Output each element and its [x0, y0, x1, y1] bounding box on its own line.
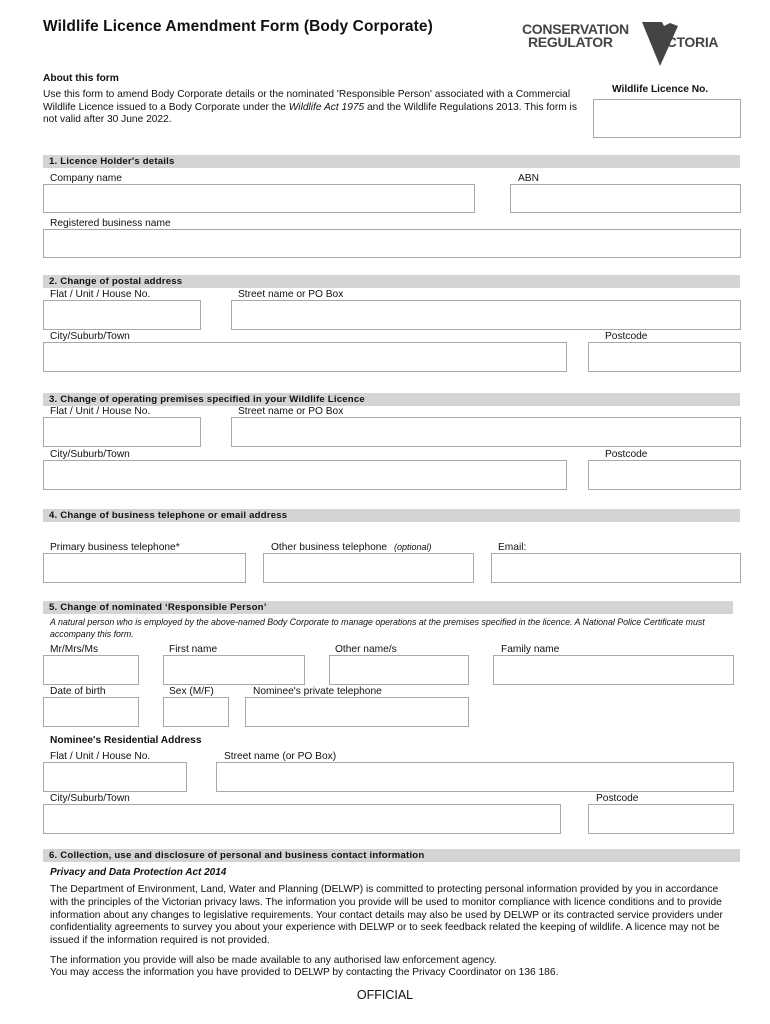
postal-postcode-label: Postcode	[605, 331, 648, 342]
registered-business-name-label: Registered business name	[50, 218, 171, 229]
residential-street-label: Street name (or PO Box)	[224, 751, 337, 762]
postal-city-input[interactable]	[43, 342, 567, 372]
family-name-label: Family name	[501, 644, 560, 655]
about-text	[43, 89, 588, 127]
postal-postcode-input[interactable]	[588, 342, 741, 372]
section-1-header: 1. Licence Holder's details	[43, 155, 740, 168]
abn-input[interactable]	[510, 184, 741, 213]
private-phone-label: Nominee's private telephone	[253, 686, 382, 697]
postal-street-input[interactable]	[231, 300, 741, 330]
section-2-header: 2. Change of postal address	[43, 275, 740, 288]
form-title: Wildlife Licence Amendment Form (Body Corporate)	[43, 18, 433, 35]
about-text-2: and the Wildlife Regulations 2013. This form is not valid after 30 June 2022.	[43, 101, 577, 125]
section-3-header: 3. Change of operating premises specified in your Wildlife Licence	[43, 393, 740, 406]
about-heading: About this form	[43, 73, 119, 84]
privacy-paragraph-3: You may access the information you have provided to DELWP by contacting the Privacy Coordinator on 136 186.	[50, 967, 559, 978]
other-phone-label	[271, 542, 431, 553]
privacy-paragraph-1: The Department of Environment, Land, Water and Planning (DELWP) is committed to protecting personal information provided by you in accordance with the principles of the Victorian privacy laws. The information you provide will be used to monitor compliance with licence conditions and to provide information about any changes to legislative requirements. Your contact details may also be used by DELWP or its contracted service providers under confidentiality agreements to survey you about your experience with DELWP or to seek feedback related the keeping of wildlife. A licence may not be issued if the information required is not provided.	[50, 884, 723, 947]
responsible-person-note: A natural person who is employed by the above-named Body Corporate to manage operations at the premises specified in the licence. A National Police Certificate must accompany this form.	[50, 617, 705, 639]
premises-flat-input[interactable]	[43, 417, 201, 447]
email-label: Email:	[498, 542, 527, 553]
section-4-header: 4. Change of business telephone or email address	[43, 509, 740, 522]
premises-postcode-label: Postcode	[605, 449, 648, 460]
section-5-header: 5. Change of nominated ‘Responsible Person’	[43, 601, 733, 614]
family-name-input[interactable]	[493, 655, 734, 685]
residential-flat-label: Flat / Unit / House No.	[50, 751, 151, 762]
privacy-paragraph-2: The information you provide will also be made available to any authorised law enforcement agency.	[50, 955, 497, 966]
other-names-input[interactable]	[329, 655, 469, 685]
company-name-label: Company name	[50, 173, 122, 184]
residential-flat-input[interactable]	[43, 762, 187, 792]
logo-line-1: CONSERVATION	[522, 21, 629, 37]
licence-no-label: Wildlife Licence No.	[612, 84, 709, 95]
postal-flat-label: Flat / Unit / House No.	[50, 289, 151, 300]
residential-street-input[interactable]	[216, 762, 734, 792]
sex-label: Sex (M/F)	[169, 686, 214, 697]
first-name-label: First name	[169, 644, 218, 655]
abn-label: ABN	[518, 173, 539, 184]
residential-postcode-input[interactable]	[588, 804, 734, 834]
premises-street-label: Street name or PO Box	[238, 406, 344, 417]
section-6-header: 6. Collection, use and disclosure of personal and business contact information	[43, 849, 740, 862]
title-input[interactable]	[43, 655, 139, 685]
residential-city-label: City/Suburb/Town	[50, 793, 130, 804]
premises-postcode-input[interactable]	[588, 460, 741, 490]
licence-no-input[interactable]	[593, 99, 741, 138]
postal-street-label: Street name or PO Box	[238, 289, 344, 300]
premises-street-input[interactable]	[231, 417, 741, 447]
residential-city-input[interactable]	[43, 804, 561, 834]
premises-city-label: City/Suburb/Town	[50, 449, 130, 460]
primary-phone-label: Primary business telephone*	[50, 542, 180, 553]
registered-business-name-input[interactable]	[43, 229, 741, 258]
official-classification: OFFICIAL	[356, 988, 414, 1002]
postal-flat-input[interactable]	[43, 300, 201, 330]
primary-phone-input[interactable]	[43, 553, 246, 583]
dob-input[interactable]	[43, 697, 139, 727]
first-name-input[interactable]	[163, 655, 305, 685]
logo-line-3: VICTORIA	[654, 34, 719, 50]
private-phone-input[interactable]	[245, 697, 469, 727]
premises-city-input[interactable]	[43, 460, 567, 490]
title-label: Mr/Mrs/Ms	[50, 644, 99, 655]
other-phone-text: Other business telephone	[271, 542, 388, 553]
about-text-1: Use this form to amend Body Corporate details or the nominated 'Responsible Person' associated with a Commercial Wildlife Licence issued to a Body Corporate under the	[43, 89, 571, 113]
conservation-regulator-logo	[522, 20, 732, 68]
premises-flat-label: Flat / Unit / House No.	[50, 406, 151, 417]
optional-note: (optional)	[393, 542, 432, 552]
privacy-act-heading: Privacy and Data Protection Act 2014	[50, 867, 227, 878]
about-act: Wildlife Act 1975	[288, 101, 365, 113]
email-input[interactable]	[491, 553, 741, 583]
other-names-label: Other name/s	[335, 644, 397, 655]
company-name-input[interactable]	[43, 184, 475, 213]
sex-input[interactable]	[163, 697, 229, 727]
residential-heading: Nominee's Residential Address	[50, 735, 202, 746]
dob-label: Date of birth	[50, 686, 106, 697]
logo-line-2: REGULATOR	[528, 34, 613, 50]
residential-postcode-label: Postcode	[596, 793, 639, 804]
other-phone-input[interactable]	[263, 553, 474, 583]
postal-city-label: City/Suburb/Town	[50, 331, 130, 342]
